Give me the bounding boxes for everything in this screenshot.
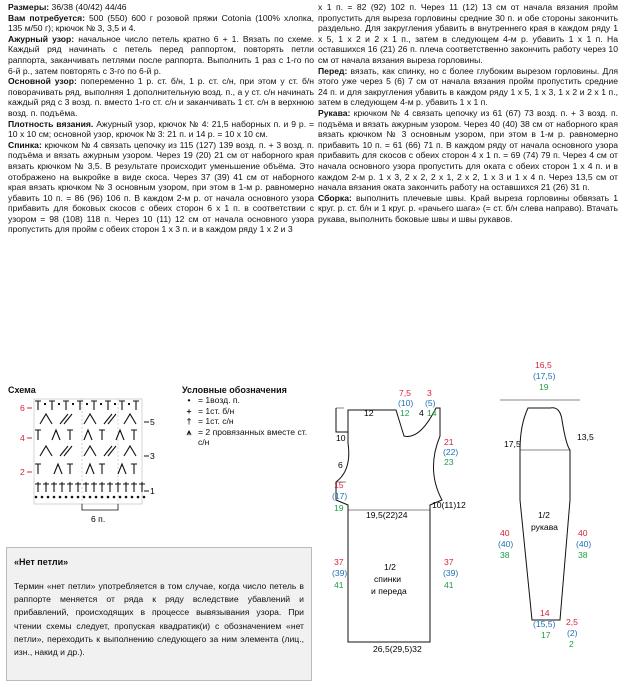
cuff-b: (2) [567,628,578,638]
sleeve-left-c: 38 [500,550,510,560]
density-label: Плотность вязания. [8,118,94,129]
shoulder-c: 14 [427,408,437,418]
note-title: «Нет петли» [14,557,69,567]
repeat-label: 6 п. [91,514,106,524]
body-label-back: спинки [374,574,402,584]
sizes-text: 36/38 (40/42) 44/46 [49,2,127,12]
row-number-4: 4 [20,433,25,443]
legend-title: Условные обозначения [182,385,287,395]
assembly-text: выполнить плечевые швы. Край выреза горловины обвязать 1 круг. р. ст. б/н и 1 круг. р. «рачьего шага» (= ст. б/н слева направо). Втачать рукава, выполнить боковые швы и швы рукавов. [318,192,618,224]
chart-row-3 [40,446,136,456]
armhole-a: 21 [444,437,454,447]
width-4: 4 [419,408,424,418]
bottom-width: 26,5(29,5)32 [373,644,422,654]
height-10: 10 [336,433,346,443]
lower-left-c: 41 [334,580,344,590]
lace-pattern-text: начальное число петель кратно 6 + 1. Вязать по схеме. Каждый ряд начинать с петель перед раппортом, повторять петли раппорта, заканчивать петлями после раппорта. Выполнить 1 раз с 1-го по 6-й р., затем повторять с 3-го по 6-й р. [8,33,314,76]
sleeve-bottom-c: 17 [541,630,551,640]
sleeve-bottom-a: 14 [540,608,550,618]
cuff-c: 2 [569,639,574,649]
sleeve-bottom-b: (15,5) [533,619,556,629]
legend-item-dc2tog [182,427,312,448]
chart-row-4 [35,430,137,440]
neck-width-c: 12 [400,408,410,418]
row-number-3: 3 [150,451,155,461]
sleeve-label-fraction: 1/2 [538,510,550,520]
front-label: Перед: [318,65,348,76]
note-text: Термин «нет петли» употребляется в том случае, когда число петель в раппорте меняется от ряда к ряду вследствие убавлений и прибавлений, происходящих в процессе вывязывания узора. При чтении схемы следует, пропуская квадратик(и) с обозначением «нет петли», переходить к выполнению следующего за ним элемента (лиц., изн., накид и др.). [14,581,304,658]
legend [182,385,312,447]
sleeve-left-b: (40) [498,539,514,549]
sleeve-top-b: (17,5) [533,371,556,381]
row-number-2: 2 [20,467,25,477]
sleeve-pattern [498,360,594,649]
neck-width-b: (10) [398,398,414,408]
sleeve-right-c: 38 [578,550,588,560]
main-pattern-text: попеременно 1 р. ст. б/н, 1 р. ст. с/н, при этом у ст. б/н поворачивать ряд, выполняя 1 дополнительную возд. п., а у ст. с/н начинать каждый ряд с 3 возд. п. вместо 1-го ст. с/н и заканчивать 1 ст. с/н в верхнюю возд. п. подъёма. [8,76,314,118]
legend-sc-text: = 1ст. б/н [198,405,235,416]
lace-pattern-label: Ажурный узор: [8,33,75,44]
sleeve-left-a: 40 [500,528,510,538]
lower-left-a: 37 [334,557,344,567]
legend-dc-text: = 1ст. с/н [198,416,234,427]
height-6: 6 [338,460,343,470]
lower-right-b: (39) [443,568,459,578]
back-label: Спинка: [8,139,42,150]
armhole-c: 23 [444,457,454,467]
row-number-5: 5 [150,417,155,427]
neck-width-a: 7,5 [399,388,411,398]
side-c: 19 [334,503,344,513]
body-pattern [332,388,466,654]
schema-title: Схема [8,385,36,395]
body-label-fraction: 1/2 [384,562,396,572]
dc2tog-icon: ⩚ [186,426,192,437]
chart-row-1 [35,482,145,492]
chart-chain-base [35,496,146,499]
front-text: вязать, как спинку, но с более глубоким вырезом горловины. Для этого уже через 5 (6) 7 см от начала вязания пройм пропустить средние 24 п. и для закругления убавить в каждом ряду 1 х 5, 1 х 3, 1 х 2 и 2 х 1 п., затем в следующем 4-м р. убавить 1 х 1 п. [318,65,618,108]
armhole-b: (22) [443,447,459,457]
double-crochet-icon: † [186,416,192,427]
row-arrows-left [27,408,32,472]
materials-text: 500 (550) 600 г розовой пряжи Cotonia (100% хлопка, 135 м/50 г); крючок № 3, 3,5 и 4. [8,12,314,34]
sleeve-right-a: 40 [578,528,588,538]
sleeves-label: Рукава: [318,107,351,118]
body-outline [336,408,442,642]
shoulder-b: (5) [425,398,436,408]
increase-width: 10(11)12 [432,500,466,510]
side-a: 15 [334,480,344,490]
legend-item-sc [182,406,312,416]
lower-right-a: 37 [444,557,454,567]
sleeves-text: крючком № 4 связать цепочку из 61 (67) 73 возд. п. + 3 возд. п. подъёма и вязать ажурным узором. Через 40 (40) 38 см от наборного края вязать крючком № 3 основным узором, при этом в 1-м р. равномерно прибавить 10 п. = 61 (66) 71 п. В каждом ряду от начала основного узора прибавить для скосов с обеих сторон 4 х 1 п. = 69 (74) 79 п. Через 4 см от начала основного узора пропустить для оката с обеих сторон 1 х 4 п. и в каждом 2-м р. 1 х 3, 2 х 2, 2 х 1, 2 х 2, 1 х 3 и 1 х 4 п. Через 13,5 см от начала вязания оката закончить работу на оставшихся 21 (26) 31 п. [318,107,618,193]
density-text: Ажурный узор, крючок № 4: 21,5 наборных п. и 9 р. = 10 х 10 см; основной узор, крючок № 3: 21 п. и 14 р. = 10 х 10 см. [8,118,315,140]
shoulder-a: 3 [427,388,432,398]
back-continued-paragraph: х 1 п. = 82 (92) 102 п. Через 11 (12) 13 см от начала вязания пройм пропустить для выреза горловины средние 30 п. и обе стороны закончить раздельно. Для закругления убавить в внутреннего края в каждом ряду 1 х 5, 1 х 2 и 2 х 1 п., затем в следующем 4-м р. убавить 1 х 1 п. На оставшихся 16 (21) 26 п. плеча соответственно закончить работу через 10 см от начала вязания выреза горловины. [318,2,618,65]
chart-row-6 [35,401,139,410]
legend-item-chain [182,395,312,405]
legend-chain-text: = 1возд. п. [198,395,240,406]
main-pattern-label: Основной узор: [8,76,77,87]
legend-item-dc [182,416,312,426]
crochet-chart [20,399,155,524]
sleeve-height-17-5: 17,5 [504,439,521,449]
repeat-bracket [82,504,118,510]
sleeve-right-b: (40) [576,539,592,549]
row-number-1: 1 [150,486,155,496]
sleeve-label-name: рукава [531,522,558,532]
chain-icon: • [187,395,191,406]
chart-row-2 [35,464,137,474]
materials-label: Вам потребуется: [8,12,85,23]
lower-left-b: (39) [332,568,348,578]
row-arrows-right [144,422,149,491]
width-12: 12 [364,408,374,418]
sleeve-top-a: 16,5 [535,360,552,370]
side-b: (17) [332,491,348,501]
single-crochet-icon: + [186,405,192,416]
row-number-6: 6 [20,403,25,413]
assembly-label: Сборка: [318,192,352,203]
sleeve-top-c: 19 [539,382,549,392]
lower-right-c: 41 [444,580,454,590]
sleeve-height-13-5: 13,5 [577,432,594,442]
body-label-front: и переда [371,586,407,596]
sizes-label: Размеры: [8,2,50,12]
chest-width: 19,5(22)24 [366,510,408,520]
chart-row-5 [40,414,136,424]
legend-dc2tog-text: = 2 провязанных вместе ст. с/н [198,426,308,448]
back-text: крючком № 4 связать цепочку из 115 (127) 139 возд. п. + 3 возд. п. подъёма и вязать ажурным узором. Через 19 (20) 21 см от наборного края вязать крючком № 3,5. В результате происходит уменьшение объёма. Это отображено на выкройке в виде скоса. Через 37 (39) 41 см от наборного края вязать крючком № 3 основным узором, при этом в 1-м р. равномерно убавить 10 п. = 86 (96) 106 п. В каждом 2-м р. от начала основного узора прибавить для боковых скосов с обеих сторон 6 х 1 п. в соответствии с узором = 98 (108) 118 п. Через 10 (11) 12 см от начала основного узора пропустить для пройм с обеих сторон 1 х 3 п. и в каждом ряду 1 х 2 и 3 [8,139,314,235]
cuff-a: 2,5 [566,617,578,627]
